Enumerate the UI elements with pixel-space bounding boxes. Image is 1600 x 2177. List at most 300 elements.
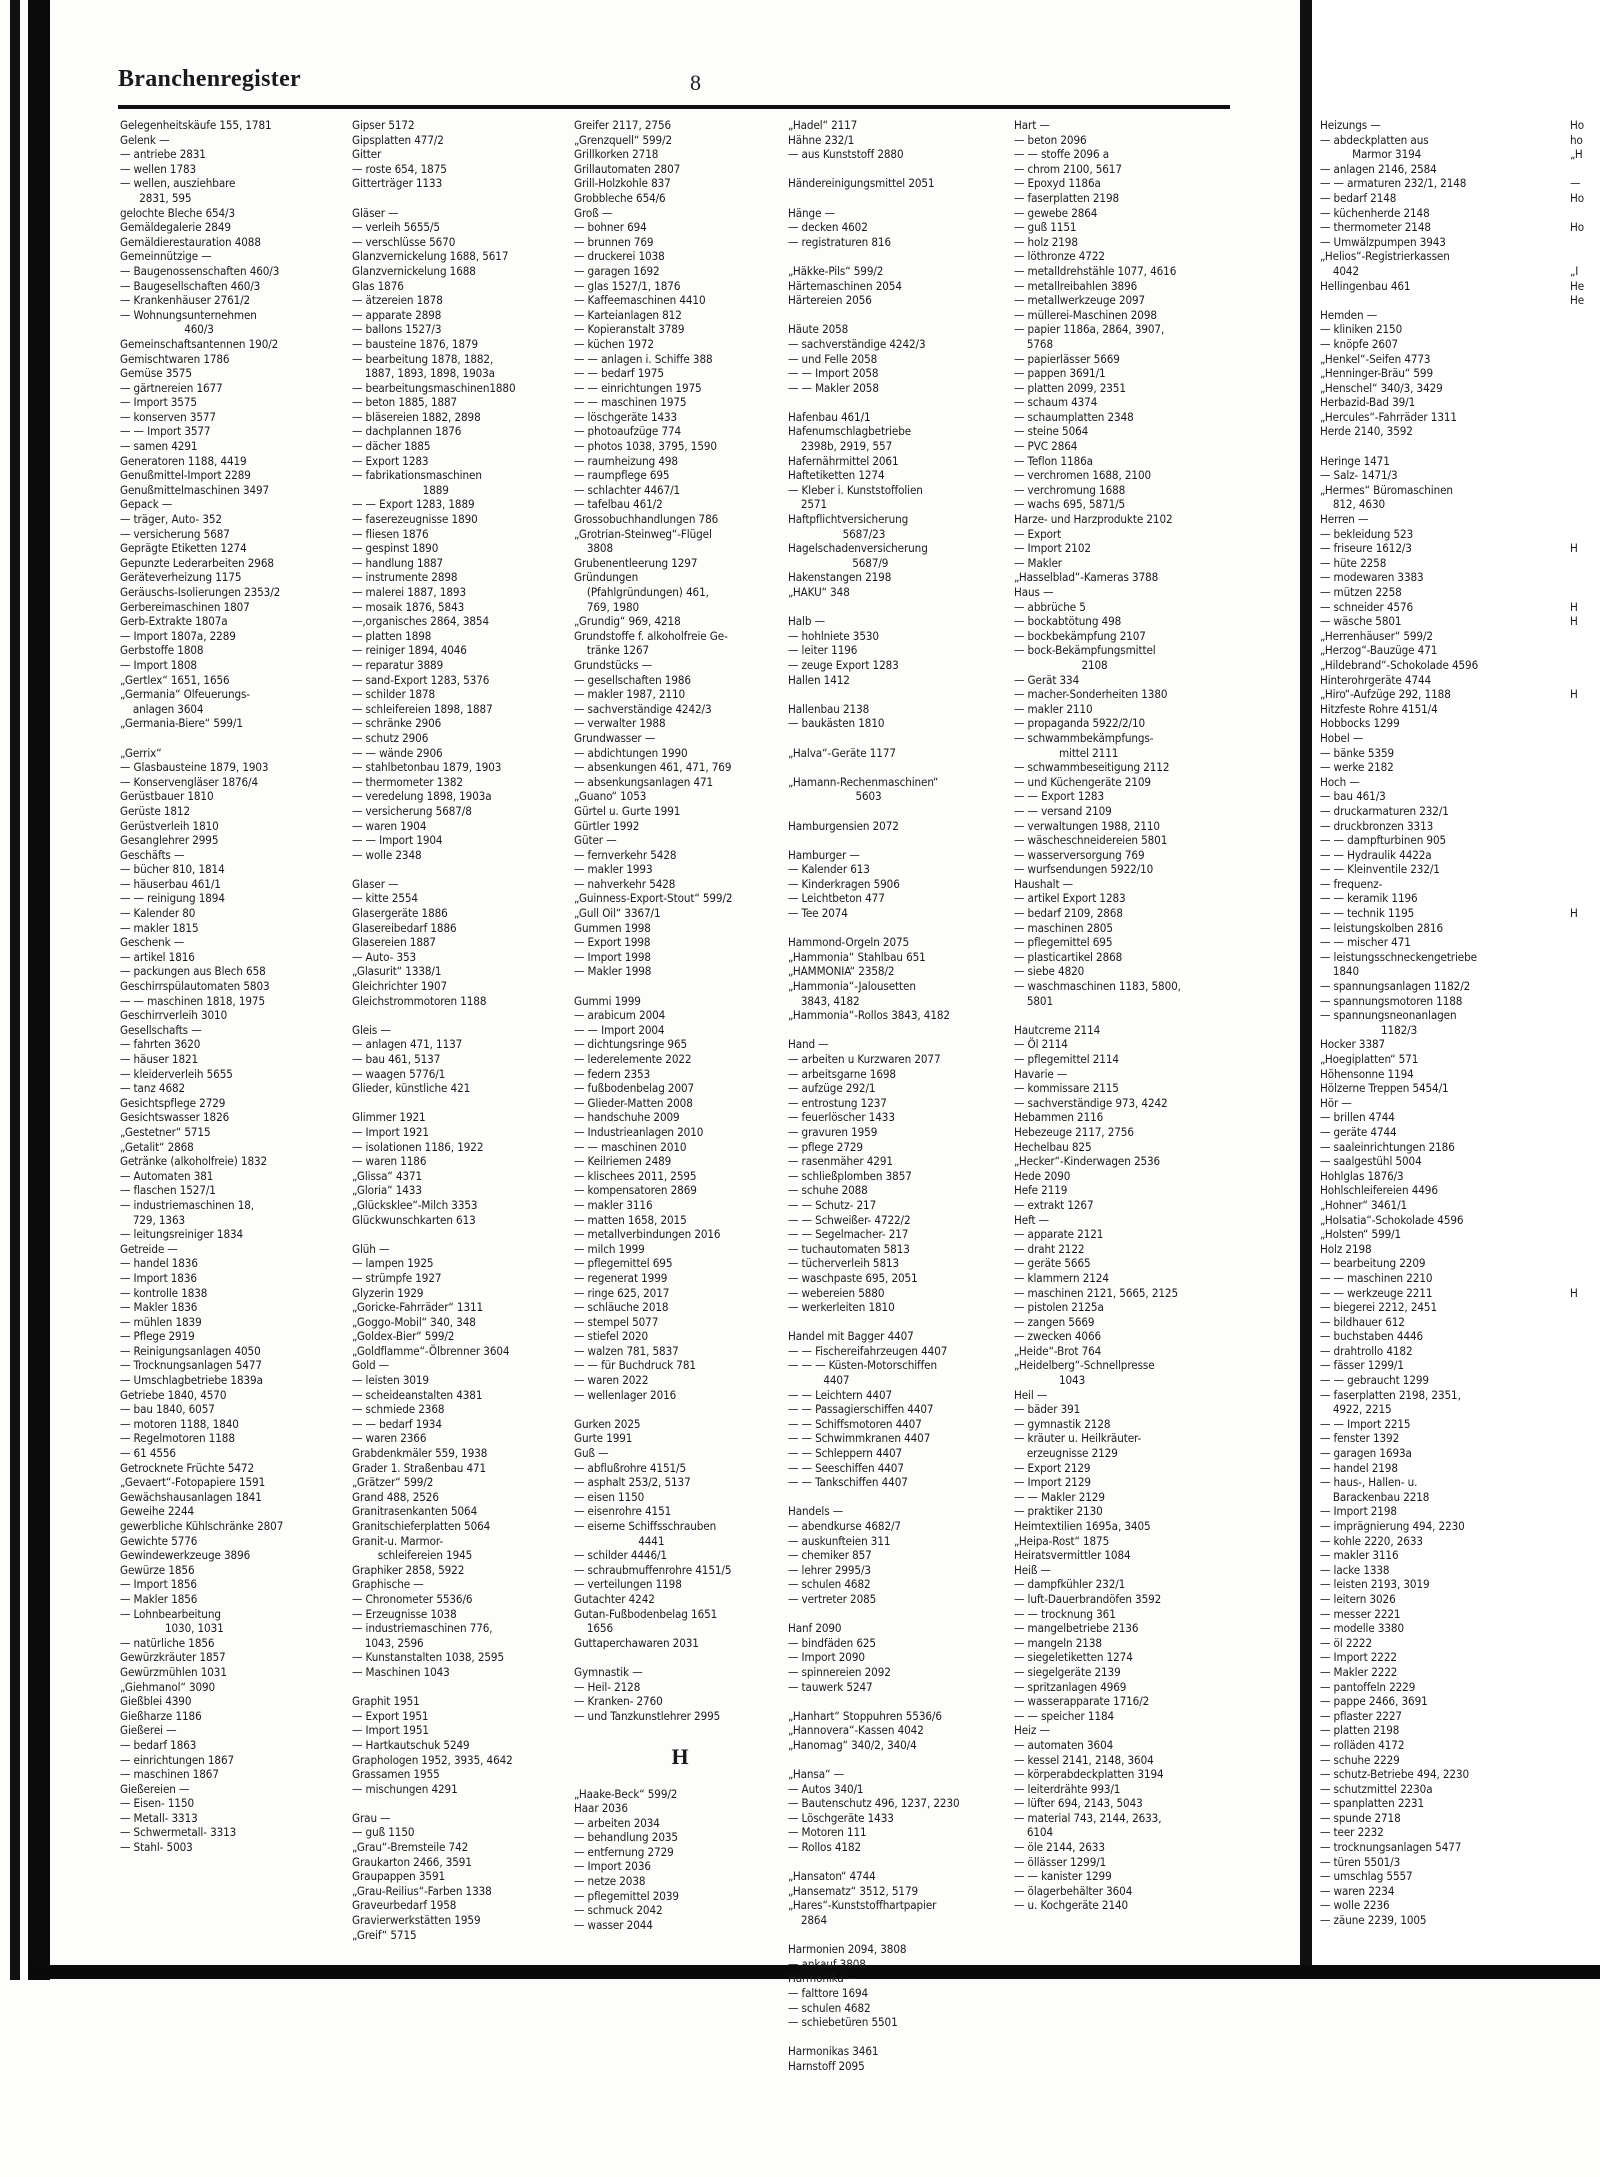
index-entry: Hocker 3387 <box>1320 1037 1386 1052</box>
index-entry: — Glieder-Matten 2008 <box>574 1095 693 1110</box>
index-column-5 <box>1014 118 1230 1913</box>
index-entry: — verwalter 1988 <box>574 716 666 731</box>
index-entry: „Hadel“ 2117 <box>788 118 858 132</box>
index-entry <box>1570 1271 1600 1286</box>
index-entry: — pappen 3691/1 <box>1014 366 1106 381</box>
page-number: 8 <box>690 70 701 95</box>
adjacent-page-column-cut <box>1570 118 1600 1300</box>
index-entry: 729, 1363 <box>120 1212 186 1227</box>
index-entry: — Baugenossenschaften 460/3 <box>120 263 280 278</box>
index-entry: Hinterohrgeräte 4744 <box>1320 672 1432 687</box>
index-entry: mittel 2111 <box>1014 745 1119 760</box>
index-entry: Getrocknete Früchte 5472 <box>120 1460 254 1475</box>
index-entry: — stiefel 2020 <box>574 1329 649 1344</box>
index-entry: — kessel 2141, 2148, 3604 <box>1014 1752 1154 1767</box>
index-entry: — öl 2222 <box>1320 1635 1372 1650</box>
index-entry: — schläuche 2018 <box>574 1300 669 1315</box>
index-entry: „I <box>1570 263 1579 278</box>
index-entry: — faserezeugnisse 1890 <box>352 512 478 527</box>
index-entry: Hanf 2090 <box>788 1621 842 1636</box>
index-entry: Glanzvernickelung 1688, 5617 <box>352 249 509 264</box>
index-entry: — absenkungen 461, 471, 769 <box>574 760 732 775</box>
index-entry: — behandlung 2035 <box>574 1830 678 1845</box>
index-entry: — klammern 2124 <box>1014 1270 1109 1285</box>
index-entry: — fenster 1392 <box>1320 1431 1400 1446</box>
index-entry: — waren 2366 <box>352 1431 427 1446</box>
index-entry: Gesellschafts — <box>120 1022 202 1037</box>
index-entry: — rasenmäher 4291 <box>788 1154 893 1169</box>
index-entry: Geschirrverleih 3010 <box>120 1008 228 1023</box>
index-entry: — anlagen 471, 1137 <box>352 1037 463 1052</box>
index-entry <box>352 1680 564 1695</box>
index-entry: 2831, 595 <box>120 190 192 205</box>
index-entry: — Makler 1998 <box>574 964 652 979</box>
index-entry: Hallenbau 2138 <box>788 701 870 716</box>
index-entry: — stempel 5077 <box>574 1314 659 1329</box>
index-entry: — Pflege 2919 <box>120 1329 195 1344</box>
index-entry: — Import 2198 <box>1320 1504 1397 1519</box>
index-entry: — handlung 1887 <box>352 555 444 570</box>
index-entry: — waren 1904 <box>352 818 427 833</box>
index-column-4 <box>788 118 1006 2074</box>
index-entry: Hemden — <box>1320 307 1378 322</box>
index-entry: — Kaffeemaschinen 4410 <box>574 293 706 308</box>
index-entry: Ho <box>1570 190 1585 205</box>
index-entry: „Henkel“-Seifen 4773 <box>1320 351 1431 366</box>
index-entry: „Hammonia“-Jalousetten <box>788 979 916 994</box>
index-entry: — ätzereien 1878 <box>352 293 443 308</box>
index-entry: — baukästen 1810 <box>788 716 885 731</box>
index-entry: — einrichtungen 1867 <box>120 1752 235 1767</box>
index-entry: — sachverständige 973, 4242 <box>1014 1095 1168 1110</box>
index-entry: — abdeckplatten aus <box>1320 132 1429 147</box>
index-entry: — webereien 5880 <box>788 1285 885 1300</box>
index-entry: — bekleidung 523 <box>1320 526 1414 541</box>
index-entry <box>1570 994 1600 1009</box>
index-entry <box>1570 804 1600 819</box>
index-entry <box>1570 585 1600 600</box>
index-entry: — imprägnierung 494, 2230 <box>1320 1519 1465 1533</box>
index-entry: — Kunstanstalten 1038, 2595 <box>352 1650 504 1665</box>
index-entry <box>352 1227 564 1242</box>
index-entry: Graveurbedarf 1958 <box>352 1898 457 1913</box>
index-entry: 1030, 1031 <box>120 1621 224 1636</box>
index-entry: Heiß — <box>1014 1562 1051 1577</box>
index-entry: — versicherung 5687 <box>120 526 230 541</box>
index-entry: „Henschel“ 340/3, 3429 <box>1320 380 1443 395</box>
index-entry: „Gevaert“-Fotopapiere 1591 <box>120 1475 266 1490</box>
index-entry: He <box>1570 293 1585 308</box>
index-entry: „Hildebrand“-Schokolade 4596 <box>1320 657 1479 672</box>
index-entry: — — technik 1195 <box>1320 906 1415 921</box>
index-entry: — photoaufzüge 774 <box>574 424 682 439</box>
index-entry: — waren 2234 <box>1320 1883 1395 1898</box>
index-entry: — apparate 2121 <box>1014 1227 1104 1242</box>
index-entry: — Import 1807a, 2289 <box>120 628 236 643</box>
index-entry: — bedarf 2109, 2868 <box>1014 906 1123 921</box>
index-entry <box>352 1008 564 1023</box>
index-entry: — — wände 2906 <box>352 745 443 760</box>
index-entry: — Umschlagbetriebe 1839a <box>120 1373 263 1388</box>
index-entry: — wellen, ausziehbare <box>120 176 236 191</box>
index-entry: — kommissare 2115 <box>1014 1081 1119 1096</box>
index-entry: — waschmaschinen 1183, 5800, <box>1014 979 1181 994</box>
index-entry <box>1570 862 1600 877</box>
index-entry: — abdichtungen 1990 <box>574 745 688 760</box>
index-entry: Gerüstverleih 1810 <box>120 818 219 833</box>
index-entry: 2571 <box>788 497 827 512</box>
index-entry: — — werkzeuge 2211 <box>1320 1285 1433 1300</box>
index-entry: — artikel 1816 <box>120 949 195 964</box>
index-entry: — decken 4602 <box>788 220 868 235</box>
index-entry: — — für Buchdruck 781 <box>574 1358 696 1373</box>
index-entry: Geschirrspülautomaten 5803 <box>120 979 270 994</box>
index-entry: — werke 2182 <box>1320 760 1394 775</box>
index-entry: 460/3 <box>120 322 214 337</box>
index-entry: — pflegemittel 2039 <box>574 1888 679 1903</box>
index-entry <box>1570 410 1600 425</box>
index-entry: — isolationen 1186, 1922 <box>352 1139 484 1154</box>
index-entry: Marmor 3194 <box>1320 147 1422 162</box>
index-entry: — aus Kunststoff 2880 <box>788 147 904 162</box>
index-entry: — tanz 4682 <box>120 1081 186 1096</box>
index-entry: — waren 1186 <box>352 1154 427 1169</box>
index-entry: — holz 2198 <box>1014 234 1078 249</box>
index-entry: — handel 2198 <box>1320 1460 1398 1475</box>
index-entry: — leitern 3026 <box>1320 1591 1396 1606</box>
index-entry: — malerei 1887, 1893 <box>352 585 466 599</box>
index-entry: — vertreter 2085 <box>788 1591 877 1606</box>
index-entry: Gelegenheitskäufe 155, 1781 <box>120 118 272 132</box>
index-entry: — leiter 1196 <box>788 643 858 658</box>
index-entry: — garagen 1692 <box>574 263 660 278</box>
index-entry: Gurken 2025 <box>574 1416 641 1431</box>
index-entry: Herde 2140, 3592 <box>1320 424 1413 439</box>
index-entry <box>352 1796 564 1811</box>
index-entry: — bau 461, 5137 <box>352 1052 441 1066</box>
index-entry: — müllerei-Maschinen 2098 <box>1014 307 1157 322</box>
index-entry: „Herrenhäuser“ 599/2 <box>1320 628 1433 643</box>
index-entry: — arabicum 2004 <box>574 1008 666 1023</box>
index-entry: — reiniger 1894, 4046 <box>352 643 467 658</box>
index-entry <box>1570 512 1600 527</box>
index-entry: — spinnereien 2092 <box>788 1664 891 1679</box>
index-entry: — Makler <box>1014 555 1062 570</box>
index-entry: Glaser — <box>352 876 399 891</box>
index-entry: — Makler 2222 <box>1320 1664 1398 1679</box>
index-entry: — fahrten 3620 <box>120 1037 201 1052</box>
index-entry: — entfernung 2729 <box>574 1844 674 1859</box>
index-entry: Hafenumschlagbetriebe <box>788 424 912 439</box>
index-entry: — — Schweißer- 4722/2 <box>788 1212 911 1227</box>
index-entry: — ölagerbehälter 3604 <box>1014 1883 1133 1898</box>
index-entry: Grader 1. Straßenbau 471 <box>352 1460 487 1475</box>
index-entry: — — Import 2058 <box>788 366 879 381</box>
index-entry: — schmuck 2042 <box>574 1903 663 1918</box>
index-entry: — schneider 4576 <box>1320 599 1414 614</box>
index-entry <box>1570 643 1600 658</box>
index-entry: — material 743, 2144, 2633, <box>1014 1810 1162 1825</box>
index-entry: Gemüse 3575 <box>120 366 192 381</box>
index-entry: — raumpflege 695 <box>574 468 670 483</box>
index-entry: — eiserne Schiffsschrauben <box>574 1519 717 1533</box>
index-entry: Grundwasser — <box>574 730 656 745</box>
index-entry: — steine 5064 <box>1014 424 1089 439</box>
index-entry: — — kanister 1299 <box>1014 1869 1112 1884</box>
index-entry <box>1320 439 1536 454</box>
index-entry: Härtereien 2056 <box>788 293 872 308</box>
index-entry: — Import 1998 <box>574 949 651 964</box>
index-entry: — schwammbekämpfungs- <box>1014 730 1154 745</box>
index-entry: 5603 <box>788 789 882 804</box>
index-entry: — chrom 2100, 5617 <box>1014 161 1122 176</box>
index-entry: — kleiderverleih 5655 <box>120 1066 233 1081</box>
index-entry: Halb — <box>788 614 825 629</box>
index-entry: Gläser — <box>352 205 399 220</box>
index-entry <box>1570 235 1600 250</box>
index-entry: — leisten 3019 <box>352 1373 429 1388</box>
index-entry: Heiz — <box>1014 1723 1050 1738</box>
index-entry: gewerbliche Kühlschränke 2807 <box>120 1519 284 1533</box>
index-entry: „Holsten“ 599/1 <box>1320 1227 1402 1242</box>
index-entry: „Heidelberg“-Schnellpresse <box>1014 1358 1155 1373</box>
index-entry: — Automaten 381 <box>120 1168 214 1183</box>
index-entry <box>788 1855 1006 1870</box>
index-entry: — draht 2122 <box>1014 1241 1085 1256</box>
index-entry: — wäscheschneidereien 5801 <box>1014 833 1168 848</box>
index-entry <box>1570 366 1600 381</box>
index-entry: — schränke 2906 <box>352 716 442 731</box>
index-entry <box>1570 1037 1600 1052</box>
index-entry: Generatoren 1188, 4419 <box>120 453 247 468</box>
index-entry: Hafernährmittel 2061 <box>788 453 899 468</box>
index-entry: — Import 2090 <box>788 1650 865 1665</box>
index-entry: — metallreibahlen 3896 <box>1014 278 1138 293</box>
index-entry: — instrumente 2898 <box>352 570 458 585</box>
index-entry: — hüte 2258 <box>1320 555 1387 570</box>
index-entry: Glieder, künstliche 421 <box>352 1081 471 1096</box>
index-entry: — platten 2099, 2351 <box>1014 380 1126 395</box>
index-entry: Heimtextilien 1695a, 3405 <box>1014 1519 1151 1533</box>
index-entry: — — Import 1904 <box>352 833 443 848</box>
index-entry: — packungen aus Blech 658 <box>120 964 266 979</box>
index-entry: „Hoegiplatten“ 571 <box>1320 1052 1419 1066</box>
index-entry: — — stoffe 2096 a <box>1014 147 1110 162</box>
index-entry <box>1570 877 1600 892</box>
index-entry: — verschlüsse 5670 <box>352 234 456 249</box>
index-entry: Groß — <box>574 205 613 220</box>
index-entry: gelochte Bleche 654/3 <box>120 205 235 220</box>
index-entry: — — Kleinventile 232/1 <box>1320 862 1440 877</box>
index-entry: Getränke (alkoholfreie) 1832 <box>120 1154 268 1169</box>
index-entry: — pflegemittel 695 <box>574 1256 673 1271</box>
index-entry: — Epoxyd 1186a <box>1014 176 1101 191</box>
index-entry: — — bedarf 1934 <box>352 1416 442 1431</box>
index-entry <box>1570 337 1600 352</box>
index-entry: Haar 2036 <box>574 1801 628 1816</box>
index-entry: „Hammonia“-Rollos 3843, 4182 <box>788 1008 950 1023</box>
index-entry: — Tee 2074 <box>788 906 848 921</box>
index-entry: — wäsche 5801 <box>1320 614 1402 629</box>
index-entry: — bänke 5359 <box>1320 745 1395 760</box>
index-entry: — — maschinen 2210 <box>1320 1270 1433 1285</box>
index-entry: — siegeletiketten 1274 <box>1014 1650 1133 1665</box>
index-entry: — modelle 3380 <box>1320 1621 1404 1636</box>
index-entry: Gepack — <box>120 497 173 512</box>
index-entry <box>1570 1067 1600 1082</box>
index-entry: — schilder 4446/1 <box>574 1548 667 1563</box>
index-entry: Hart — <box>1014 118 1050 132</box>
index-entry: Harnstoff 2095 <box>788 2058 865 2073</box>
index-entry <box>1570 1140 1600 1155</box>
index-entry: Graphologen 1952, 3935, 4642 <box>352 1752 513 1767</box>
index-entry: „Hannovera“-Kassen 4042 <box>788 1723 924 1738</box>
index-entry: — Löschgeräte 1433 <box>788 1810 894 1825</box>
index-entry: — Gerät 334 <box>1014 672 1080 687</box>
index-entry: — zäune 2239, 1005 <box>1320 1913 1427 1928</box>
index-entry: — waagen 5776/1 <box>352 1066 446 1081</box>
index-entry: Gemeinschaftsantennen 190/2 <box>120 336 279 351</box>
index-entry <box>1320 293 1536 308</box>
index-entry <box>574 1402 786 1417</box>
index-entry: — biegerei 2212, 2451 <box>1320 1300 1437 1315</box>
section-letter: H <box>1570 614 1578 629</box>
index-entry: Grau — <box>352 1810 391 1825</box>
index-entry <box>788 687 1006 702</box>
index-entry: 3843, 4182 <box>788 993 860 1008</box>
index-entry: Heringe 1471 <box>1320 453 1390 468</box>
index-entry: — PVC 2864 <box>1014 439 1078 454</box>
index-entry: Hohlschleifereien 4496 <box>1320 1183 1438 1198</box>
index-entry: — bock-Bekämpfungsmittel <box>1014 643 1156 658</box>
index-entry: Gürtel u. Gurte 1991 <box>574 803 681 818</box>
index-entry: — guß 1151 <box>1014 220 1077 235</box>
index-entry: „Germania“ Olfeuerungs- <box>120 687 250 702</box>
index-entry: — pflege 2729 <box>788 1139 863 1154</box>
index-entry: 4407 <box>788 1373 850 1388</box>
index-entry: „Glasurit“ 1338/1 <box>352 964 442 979</box>
index-entry: „Heide“-Brot 764 <box>1014 1343 1102 1358</box>
index-entry: Hand — <box>788 1037 829 1052</box>
index-entry: Geräteverheizung 1175 <box>120 570 242 585</box>
index-entry: — zeuge Export 1283 <box>788 657 899 672</box>
index-entry: — sand-Export 1283, 5376 <box>352 672 490 687</box>
index-entry: — guß 1150 <box>352 1825 415 1840</box>
index-entry: — verchromen 1688, 2100 <box>1014 468 1152 483</box>
index-entry: — bedarf 2148 <box>1320 190 1397 205</box>
index-entry: — Bautenschutz 496, 1237, 2230 <box>788 1796 960 1811</box>
index-entry: — löschgeräte 1433 <box>574 409 678 424</box>
index-entry: — pflaster 2227 <box>1320 1708 1402 1723</box>
index-entry <box>1570 760 1600 775</box>
index-entry: Graphit 1951 <box>352 1694 420 1709</box>
index-entry: Grand 488, 2526 <box>352 1489 439 1504</box>
index-entry: Hammond-Orgeln 2075 <box>788 935 910 950</box>
index-entry: — Öl 2114 <box>1014 1037 1068 1052</box>
index-entry: Hähne 232/1 <box>788 132 855 147</box>
index-entry: — pflegemittel 695 <box>1014 935 1113 950</box>
index-entry <box>1570 1008 1600 1023</box>
index-entry <box>1570 439 1600 454</box>
index-entry: Höhensonne 1194 <box>1320 1066 1414 1081</box>
index-entry: Ho <box>1570 118 1585 132</box>
index-entry: Gemeinnützige — <box>120 249 212 264</box>
header-rule <box>118 105 1230 109</box>
index-entry: — arbeiten u Kurzwaren 2077 <box>788 1052 941 1066</box>
index-entry <box>1570 1198 1600 1213</box>
index-entry: — siebe 4820 <box>1014 964 1085 979</box>
index-entry: 812, 4630 <box>1320 497 1386 512</box>
index-entry: Graphiker 2858, 5922 <box>352 1562 465 1577</box>
index-entry: — arbeitsgarne 1698 <box>788 1066 896 1081</box>
index-entry <box>1570 1169 1600 1184</box>
index-entry: 5687/23 <box>788 526 886 541</box>
index-entry: — Kalender 80 <box>120 906 196 921</box>
index-entry: Gießerei — <box>120 1723 177 1738</box>
index-entry: — Karteianlagen 812 <box>574 307 682 322</box>
index-entry: — Hartkautschuk 5249 <box>352 1737 470 1752</box>
index-entry: — absenkungsanlagen 471 <box>574 774 714 789</box>
index-entry: Heft — <box>1014 1212 1049 1227</box>
index-entry: „Guinness-Export-Stout“ 599/2 <box>574 891 733 906</box>
index-entry <box>1570 1154 1600 1169</box>
index-entry: — Export 1998 <box>574 935 651 950</box>
index-entry: Gesanglehrer 2995 <box>120 833 219 848</box>
index-entry: „Hiro“-Aufzüge 292, 1188 <box>1320 687 1451 702</box>
index-entry: Harmonika — <box>788 1971 858 1986</box>
index-entry: 4441 <box>574 1533 665 1548</box>
index-entry: — sachverständige 4242/3 <box>574 701 712 716</box>
index-entry: Gleis — <box>352 1022 391 1037</box>
index-entry: 5768 <box>1014 336 1053 351</box>
index-entry: — Konservengläser 1876/4 <box>120 774 258 789</box>
index-entry: 4042 <box>1320 263 1359 278</box>
index-entry: Hefe 2119 <box>1014 1183 1068 1198</box>
index-entry: — dichtungsringe 965 <box>574 1037 688 1052</box>
index-entry: — — maschinen 1975 <box>574 395 687 410</box>
index-entry: — gymnastik 2128 <box>1014 1416 1111 1431</box>
index-entry: — häuser 1821 <box>120 1052 199 1066</box>
index-entry: Grabdenkmäler 559, 1938 <box>352 1446 488 1461</box>
index-entry: — — Makler 2129 <box>1014 1489 1105 1504</box>
index-entry: Gerüste 1812 <box>120 803 190 818</box>
index-entry: Gewindewerkzeuge 3896 <box>120 1548 251 1563</box>
index-entry: Grossobuchhandlungen 786 <box>574 512 719 527</box>
index-entry: — bearbeitung 2209 <box>1320 1256 1426 1271</box>
index-entry: „Greif“ 5715 <box>352 1927 417 1942</box>
index-entry: — Import 2222 <box>1320 1650 1397 1665</box>
index-entry: — handschuhe 2009 <box>574 1110 680 1125</box>
index-entry <box>1570 1081 1600 1096</box>
index-entry: — zangen 5669 <box>1014 1314 1095 1329</box>
index-entry: „Hanomag“ 340/2, 340/4 <box>788 1737 917 1752</box>
index-entry: — Metall- 3313 <box>120 1810 198 1825</box>
index-entry: Granitschieferplatten 5064 <box>352 1519 491 1533</box>
index-entry: Hede 2090 <box>1014 1168 1071 1183</box>
index-entry: — friseure 1612/3 <box>1320 541 1412 556</box>
index-entry: Grubenentleerung 1297 <box>574 555 698 570</box>
index-entry: „Goldex-Bier“ 599/2 <box>352 1329 455 1344</box>
index-entry: „Grau“-Bremsteile 742 <box>352 1840 469 1855</box>
index-entry: 5687/9 <box>788 555 889 570</box>
index-entry: Geweihe 2244 <box>120 1504 195 1519</box>
index-entry: — spannungsanlagen 1182/2 <box>1320 979 1471 994</box>
index-entry: „Giehmanol“ 3090 <box>120 1679 216 1694</box>
index-entry: — matten 1658, 2015 <box>574 1212 687 1227</box>
index-entry: — metallverbindungen 2016 <box>574 1227 721 1242</box>
index-entry: Hoch — <box>1320 774 1360 789</box>
index-entry: — — Schleppern 4407 <box>788 1446 903 1461</box>
